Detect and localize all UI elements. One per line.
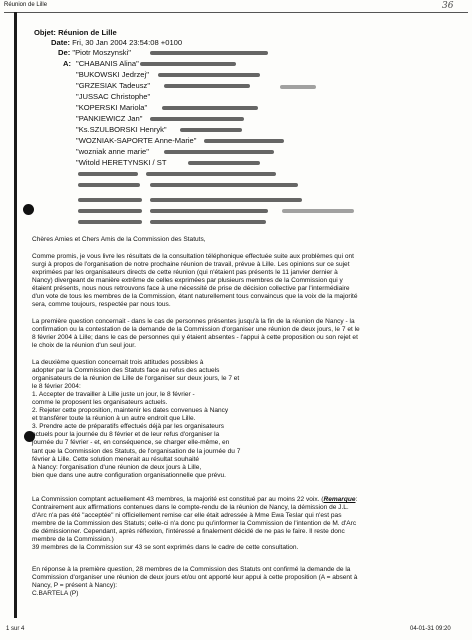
text-line: février à Lille. Cette solution menerait au résultat souhaité: [32, 455, 200, 463]
text-line: comme le proposent les organisateurs actuels.: [32, 399, 168, 407]
text-line: surgi à propos de l'organisation de notre prochaine réunion de travail, prévue à Lille. Les opinions sur ce sujet: [32, 261, 350, 269]
text-line: adopter par la Commission des Statuts face au refus des actuels: [32, 367, 220, 375]
text-line: La deuxième question concernait trois attitudes possibles à: [32, 359, 204, 366]
text-line: tant que la Commission des Statuts, de l'organisation de la journée du 7: [32, 447, 241, 455]
redacted-line: [150, 183, 298, 187]
text-line: organisateurs de la réunion de Lille de l'organiser sur deux jours, le 7 et: [32, 375, 240, 383]
print-header-title: Réunion de Lille: [4, 2, 48, 8]
redacted-email: [164, 84, 250, 88]
greeting: Chères Amies et Chers Amis de la Commission des Statuts,: [32, 236, 206, 243]
text-line: La première question concernait - dans le cas de personnes présentes jusqu'à la fin de la réunion de Nancy - la: [32, 318, 355, 325]
recipient: "KOPERSKI Mariola": [76, 103, 148, 112]
text-line: confirmation ou la contestation de la demande de la Commission d'organiser une réunion de deux jours, le 7 et le: [32, 326, 360, 334]
redacted-email: [180, 128, 242, 132]
text-span: :: [355, 496, 358, 503]
text-line: En réponse à la première question, 28 membres de la Commission des Statuts ont confirmé la demande de la: [32, 566, 351, 573]
redacted-email: [164, 150, 274, 154]
text-line: membre de la Commission des Statuts; celle-ci n'a donc pu qu'informer la Commission de l'intention de M. d'Arc: [32, 520, 357, 528]
text-line: membre de la Commission.): [32, 536, 114, 544]
text-line: actuels pour la journée du 8 février et de leur refus d'organiser la: [32, 431, 220, 439]
left-margin-rule: [14, 12, 17, 618]
redacted-line: [78, 172, 138, 176]
objet-label: Objet:: [34, 28, 56, 37]
date-row: [51, 38, 182, 47]
text-line: Contrairement aux affirmations contenues dans le compte-rendu de la réunion de Nancy, la démission de J.L.: [32, 504, 349, 512]
redacted-line: [150, 220, 266, 224]
date-label: Date:: [51, 38, 70, 47]
recipient: "PANKIEWICZ Jan": [76, 114, 143, 123]
de-label: De:: [58, 48, 71, 57]
text-line: journée du 7 février - et, en conséquence, se charger elle-même, en: [32, 439, 230, 447]
text-line: bien que dans une autre configuration organisationnelle que prévu.: [32, 471, 227, 479]
text-line: Nancy, P = présent à Nancy):: [32, 582, 118, 590]
text-line: Comme promis, je vous livre les résultats de la consultation téléphonique effectuée suite aux problèmes qui ont: [32, 253, 354, 260]
handwritten-page-number: 36: [442, 1, 454, 11]
redacted-email: [158, 73, 260, 77]
text-line: à Nancy: l'organisation d'une réunion de deux jours à Lille,: [32, 463, 202, 471]
text-line: Nancy) divergeant de manière extrême de celles exprimées par plusieurs membres de la Commission qui y: [32, 277, 343, 285]
redacted-email: [140, 62, 236, 66]
text-line: C.BARTELA (P): [32, 590, 79, 598]
top-rule: [4, 12, 468, 13]
de-row: [58, 48, 131, 57]
objet-row: [34, 28, 117, 37]
paragraph-3: [32, 359, 452, 480]
redacted-line: [78, 198, 142, 202]
redacted-line: [150, 198, 302, 202]
text-line: Commission d'organiser une réunion de deux jours et/ou ont apporté leur appui à cette proposition (A = absent à: [32, 574, 358, 582]
text-line: 8 février 2004 à Lille; dans le cas de personnes qui y étaient absentes - l'appui à cette proposition ou son rejet et: [32, 334, 358, 342]
objet-value: Réunion de Lille: [58, 28, 117, 37]
recipient: "GRZESIAK Tadeusz": [76, 81, 151, 90]
a-label: A:: [63, 59, 72, 68]
print-timestamp: 04-01-31 09:20: [410, 626, 451, 632]
text-line: le 8 février 2004:: [32, 383, 81, 391]
text-line: 39 membres de la Commission sur 43 se sont exprimés dans le cadre de cette consultation.: [32, 544, 299, 552]
text-span: La Commission comptant actuellement 43 membres, la majorité est constitué par au moins 22 voix. (: [32, 496, 324, 503]
redacted-line: [78, 183, 140, 187]
redacted-email: [188, 161, 260, 165]
text-line: d'Arc n'a pas été "acceptée" ni officiellement remise car elle était adressée à Mme Ewa Teslar qui n'est pas: [32, 512, 342, 520]
text-line: 3. Prendre acte de préparatifs effectués déjà par les organisateurs: [32, 423, 225, 431]
text-line: 1. Accepter de travailler à Lille juste un jour, le 8 février -: [32, 391, 195, 399]
punch-hole: [23, 204, 34, 215]
text-line: [32, 496, 452, 504]
redacted-email: [150, 51, 268, 55]
paragraph-2: [32, 318, 452, 350]
text-line: sera, comme toujours, respectée par nous tous.: [32, 301, 171, 309]
redacted-email: [162, 106, 258, 110]
recipient: "BUKOWSKI Jedrzej": [76, 70, 149, 79]
redacted-line: [150, 209, 268, 213]
redacted-line: [146, 172, 276, 176]
text-line: de démissionner. Cependant, après réflexion, l'intéressé a finalement décidé de ne pas le faire. Il reste donc: [32, 528, 345, 536]
redaction-mark: [280, 85, 316, 89]
redacted-line: [282, 209, 354, 213]
text-line: exprimées par les organisateurs directs de cette réunion (qui n'étaient pas présents le 11 janvier dernier à: [32, 269, 338, 277]
recipient: "JUSSAC Christophe": [76, 92, 151, 101]
recipient: "wozniak anne marie": [76, 147, 149, 156]
redacted-email: [150, 117, 244, 121]
de-value: "Piotr Moszynski": [72, 48, 131, 57]
text-line: 2. Rejeter cette proposition, maintenir les dates convenues à Nancy: [32, 407, 229, 415]
paragraph-4: [32, 496, 452, 552]
recipient: "Ks.SZULBORSKI Henryk": [76, 125, 167, 134]
paragraph-1: [32, 253, 452, 309]
redacted-email: [204, 139, 284, 143]
text-line: le choix de la réunion d'un seul jour.: [32, 342, 136, 350]
date-value: Fri, 30 Jan 2004 23:54:08 +0100: [72, 38, 183, 47]
recipient: "CHABANIS Alina": [76, 59, 139, 68]
remarque-label: Remarque: [323, 496, 356, 503]
text-line: d'un vote de tous les membres de la Commission, étant naturellement tous convaincus que la voix de la majorité: [32, 293, 358, 301]
paragraph-5: [32, 566, 452, 598]
redacted-line: [78, 209, 142, 213]
recipient: "WOZNIAK-SAPORTE Anne-Marie": [76, 136, 197, 145]
text-line: étaient présents, nous nous retrouvons face à une nécessité de prise de décision collective par l'intermédiaire: [32, 285, 350, 293]
text-line: et transférer toute la réunion à un autre endroit que Lille.: [32, 415, 196, 423]
redacted-line: [78, 220, 142, 224]
page-indicator: 1 sur 4: [6, 626, 25, 632]
recipient: "Witold HERETYNSKI / ST: [76, 158, 167, 167]
